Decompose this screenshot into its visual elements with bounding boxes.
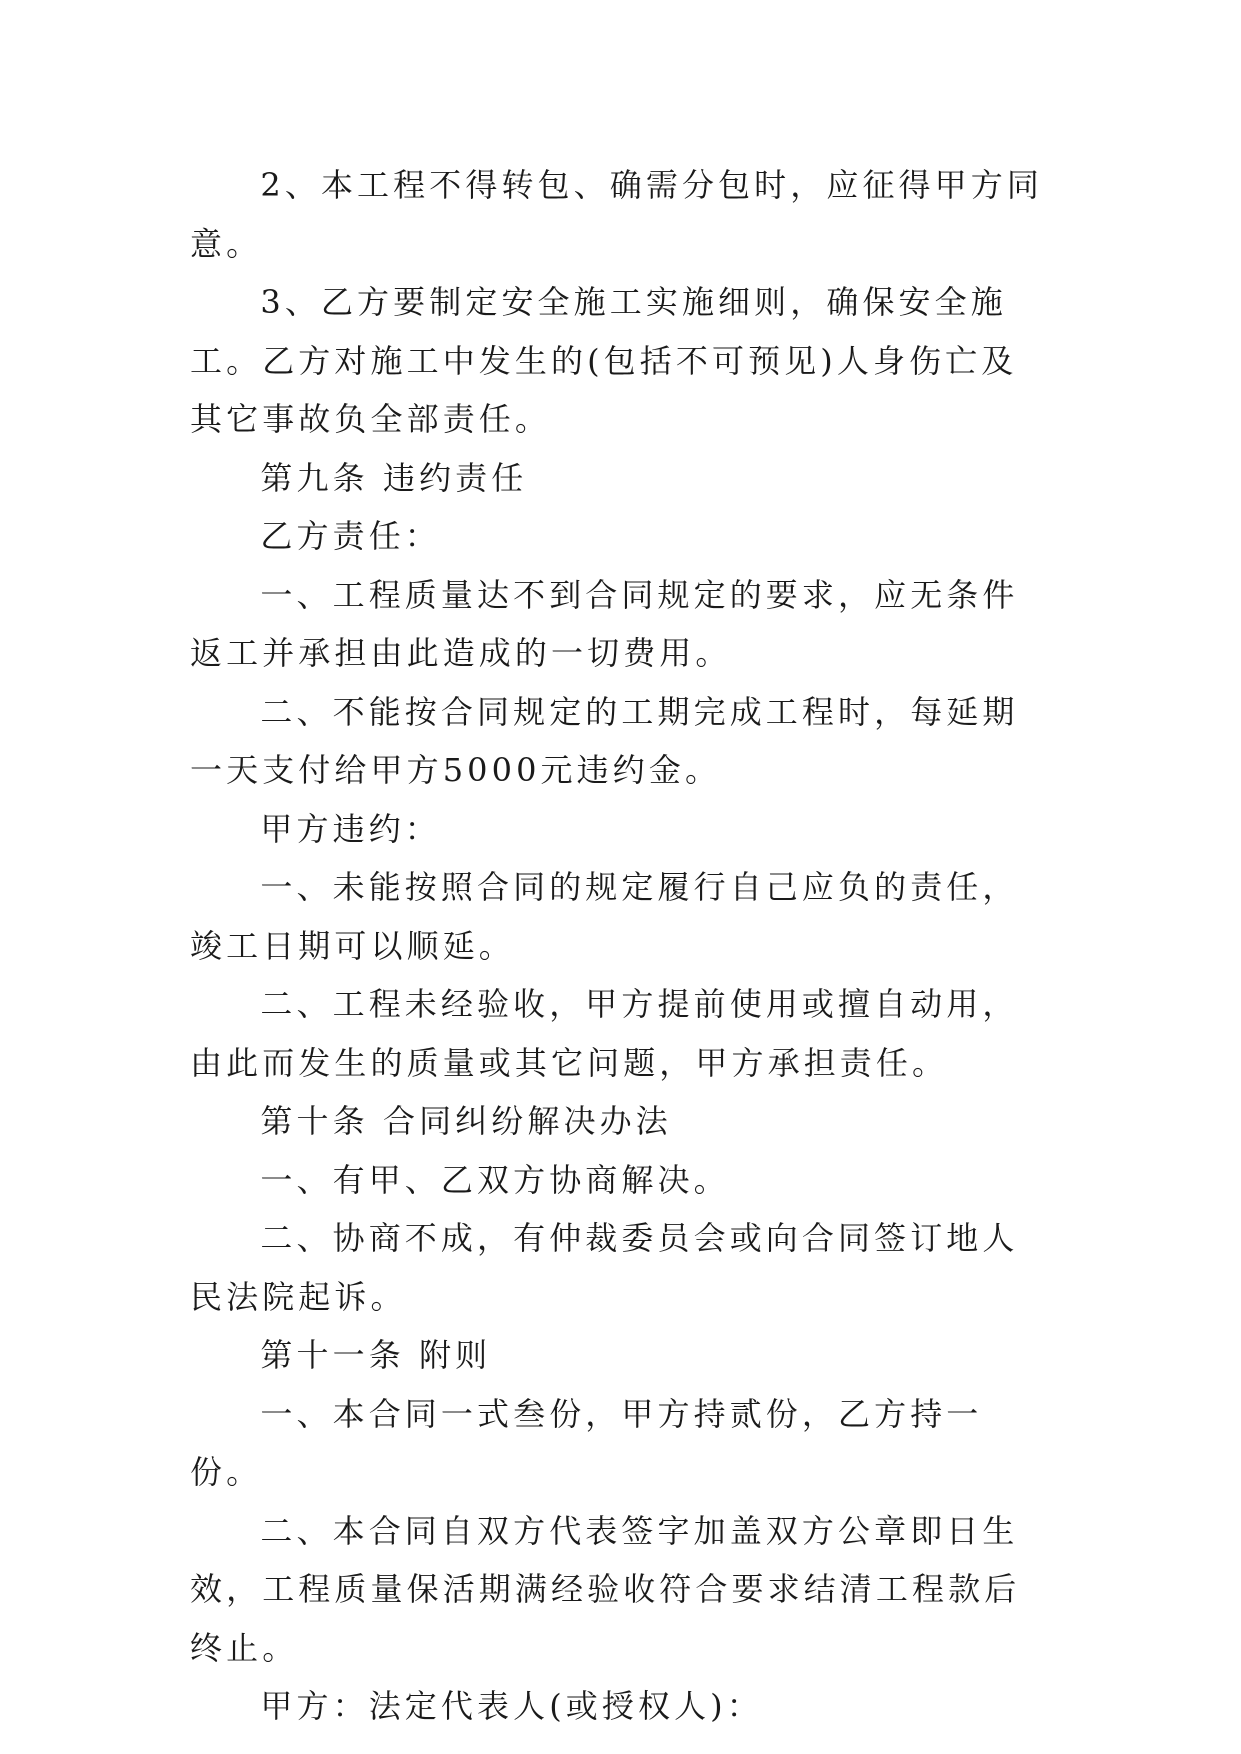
paragraph-party-b-item-1: 一、工程质量达不到合同规定的要求，应无条件返工并承担由此造成的一切费用。 [190,575,1019,672]
paragraph-clause-2: 2、本工程不得转包、确需分包时，应征得甲方同意。 [190,166,1043,263]
subheading-party-a-breach: 甲方违约： [260,809,441,848]
section-heading-article-11: 第十一条 附则 [260,1336,492,1374]
paragraph-dispute-item-2: 二、协商不成，有仲裁委员会或向合同签订地人民法院起诉。 [190,1219,1019,1316]
paragraph-party-a-item-2: 二、工程未经验收，甲方提前使用或擅自动用，由此而发生的质量或其它问题，甲方承担责任。 [190,985,1019,1082]
subheading-party-b-liability: 乙方责任： [260,517,441,555]
paragraph-party-a-item-1: 一、未能按照合同的规定履行自己应负的责任，竣工日期可以顺延。 [190,868,1019,965]
paragraph-clause-3: 3、乙方要制定安全施工实施细则，确保安全施工。乙方对施工中发生的(包括不可预见)人身伤亡及其它事故负全部责任。 [190,283,1018,438]
paragraph-appendix-item-2: 二、本合同自双方代表签字加盖双方公章即日生效，工程质量保活期满经验收符合要求结清工程款后终止。 [190,1511,1021,1667]
signature-line-party-a: 甲方：法定代表人(或授权人)： [260,1687,763,1725]
paragraph-party-b-item-2: 二、不能按合同规定的工期完成工程时，每延期一天支付给甲方5000元违约金。 [190,692,1019,789]
section-heading-article-10: 第十条 合同纠纷解决办法 [260,1102,672,1140]
document-body [190,156,1050,1736]
paragraph-appendix-item-1: 一、本合同一式叁份，甲方持贰份，乙方持一份。 [190,1394,983,1491]
paragraph-dispute-item-1: 一、有甲、乙双方协商解决。 [260,1160,730,1199]
section-heading-article-9: 第九条 违约责任 [260,458,528,497]
